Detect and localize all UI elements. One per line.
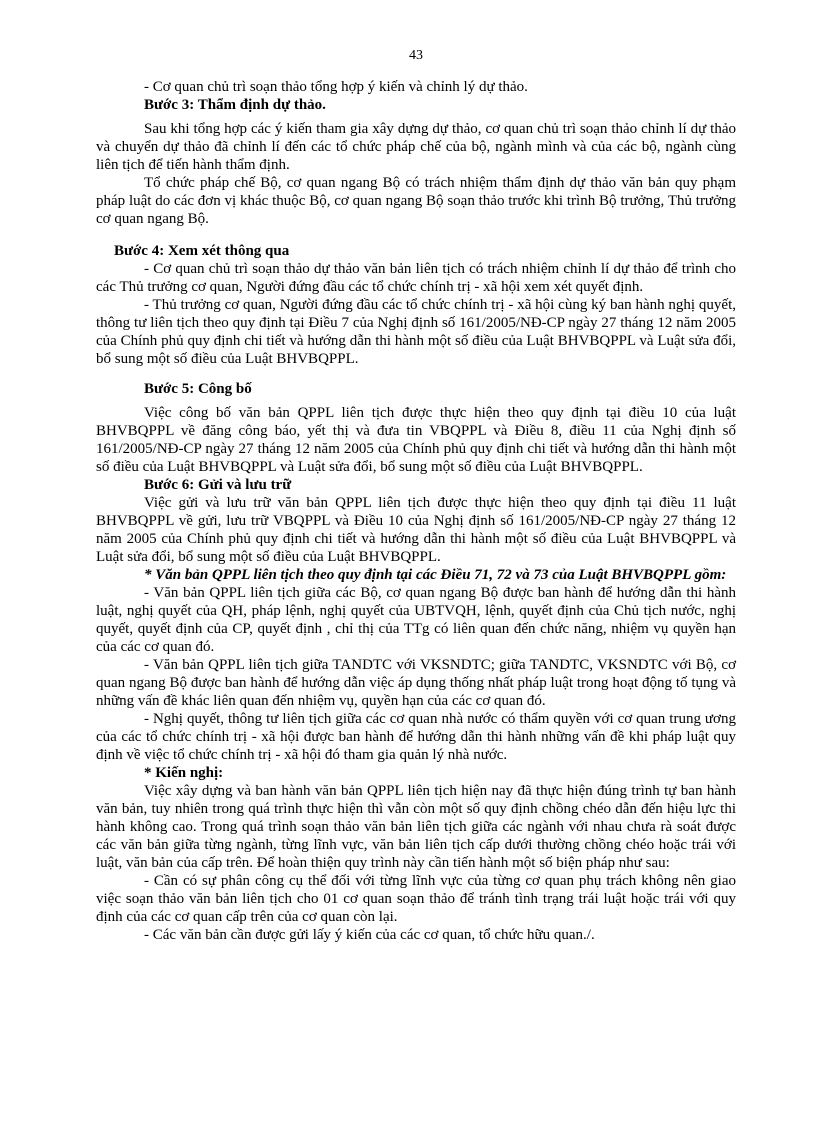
- document-page: [96, 0, 736, 1123]
- paragraph-9: - Văn bản QPPL liên tịch giữa TANDTC với VKSNDTC; giữa TANDTC, VKSNDTC với Bộ, cơ quan ngang Bộ được ban hành để hướng dẫn việc áp dụng thống nhất pháp luật trong hoạt động tố tụng và những vấn đề khác liên quan đến nhiệm vụ, quyền hạn của các cơ quan đó.: [96, 657, 736, 709]
- heading-step-6: Bước 6: Gửi và lưu trữ: [144, 477, 292, 493]
- heading-van-ban: * Văn bản QPPL liên tịch theo quy định tại các Điều 71, 72 và 73 của Luật BHVBQPPL gồm:: [144, 567, 727, 583]
- paragraph-4: - Cơ quan chủ trì soạn thảo dự thảo văn bản liên tịch có trách nhiệm chỉnh lí dự thảo để trình cho các Thủ trưởng cơ quan, Người đứng đầu các tổ chức chính trị - xã hội xem xét quyết định.: [96, 261, 736, 295]
- paragraph-13: - Các văn bản cần được gửi lấy ý kiến của các cơ quan, tổ chức hữu quan./.: [144, 927, 595, 943]
- paragraph-12: - Cần có sự phân công cụ thể đối với từng lĩnh vực của từng cơ quan phụ trách không nên giao việc soạn thảo văn bản liên tịch cho 01 cơ quan soạn thảo để tránh tình trạng trái luật hoặc trái với quy định của các cơ quan cấp trên của cơ quan còn lại.: [96, 873, 736, 925]
- paragraph-6: Việc công bố văn bản QPPL liên tịch được thực hiện theo quy định tại điều 10 của luật BHVBQPPL về đăng công báo, yết thị và đưa tin VBQPPL và Điều 8, điều 11 của Nghị định số 161/2005/NĐ-CP ngày 27 tháng 12 năm 2005 của Chính phủ quy định chi tiết và hướng dẫn thi hành một số điều của Luật BHVBQPPL và Luật sửa đổi, bổ sung một số điều của Luật BHVBQPPL.: [96, 405, 736, 475]
- page-content: [96, 78, 736, 944]
- heading-step-4: Bước 4: Xem xét thông qua: [114, 243, 290, 259]
- heading-kien-nghi: * Kiến nghị:: [144, 765, 224, 781]
- paragraph-1: - Cơ quan chủ trì soạn thảo tổng hợp ý kiến và chỉnh lý dự thảo.: [144, 79, 528, 95]
- paragraph-11: Việc xây dựng và ban hành văn bản QPPL liên tịch hiện nay đã thực hiện đúng trình tự ban hành văn bản, tuy nhiên trong quá trình thực hiện thì vẫn còn một số quy định chồng chéo dẫn đến hiệu lực thi hành không cao. Trong quá trình soạn thảo văn bản liên tịch giữa các ngành với nhau chưa rà soát được các văn bản giữa từng ngành, từng lĩnh vực, văn bản liên tịch cấp dưới thường chồng chéo hoặc trái với luật, văn bản của cấp trên. Để hoàn thiện quy trình này cần tiến hành một số biện pháp như sau:: [96, 783, 736, 871]
- paragraph-5: - Thủ trưởng cơ quan, Người đứng đầu các tổ chức chính trị - xã hội cùng ký ban hành nghị quyết, thông tư liên tịch theo quy định tại Điều 7 của Nghị định số 161/2005/NĐ-CP ngày 27 tháng 12 năm 2005 của Chính phủ quy định chi tiết và hướng dẫn thi hành một số điều của Luật BHVBQPPL và Luật sửa đổi, bổ sung một số điều của Luật BHVBQPPL.: [96, 297, 736, 367]
- page-number: 43: [409, 48, 423, 63]
- paragraph-2: Sau khi tổng hợp các ý kiến tham gia xây dựng dự thảo, cơ quan chủ trì soạn thảo chỉnh lí dự thảo và chuyển dự thảo đã chỉnh lí đến các tổ chức pháp chế của bộ, ngành mình và của các bộ, ngành cùng liên tịch để tiến hành thẩm định.: [96, 121, 736, 173]
- heading-step-5: Bước 5: Công bố: [144, 381, 252, 397]
- paragraph-3: Tổ chức pháp chế Bộ, cơ quan ngang Bộ có trách nhiệm thẩm định dự thảo văn bản quy phạm pháp luật do các đơn vị khác thuộc Bộ, cơ quan ngang Bộ soạn thảo trước khi trình Bộ trưởng, Thủ trưởng cơ quan ngang Bộ.: [96, 175, 736, 227]
- paragraph-10: - Nghị quyết, thông tư liên tịch giữa các cơ quan nhà nước có thẩm quyền với cơ quan trung ương của các tổ chức chính trị - xã hội được ban hành để hướng dẫn thi hành những vấn đề khi pháp luật quy định về việc tổ chức chính trị - xã hội đó tham gia quản lý nhà nước.: [96, 711, 736, 763]
- heading-step-3: Bước 3: Thẩm định dự thảo.: [144, 97, 326, 113]
- paragraph-8: - Văn bản QPPL liên tịch giữa các Bộ, cơ quan ngang Bộ được ban hành để hướng dẫn thi hành luật, nghị quyết của QH, pháp lệnh, nghị quyết của UBTVQH, lệnh, quyết định của Chủ tịch nước, nghị quyết, quyết định của CP, quyết định , chỉ thị của TTg có liên quan đến chức năng, nhiệm vụ quyền hạn của các cơ quan đó.: [96, 585, 736, 655]
- paragraph-7: Việc gửi và lưu trữ văn bản QPPL liên tịch được thực hiện theo quy định tại điều 11 luật BHVBQPPL về gửi, lưu trữ VBQPPL và Điều 10 của Nghị định số 161/2005/NĐ-CP ngày 27 tháng 12 năm 2005 của Chính phủ quy định chi tiết và hướng dẫn thi hành một số điều của Luật BHVBQPPL và Luật sửa đổi, bổ sung một số điều của Luật BHVBQPPL.: [96, 495, 736, 565]
